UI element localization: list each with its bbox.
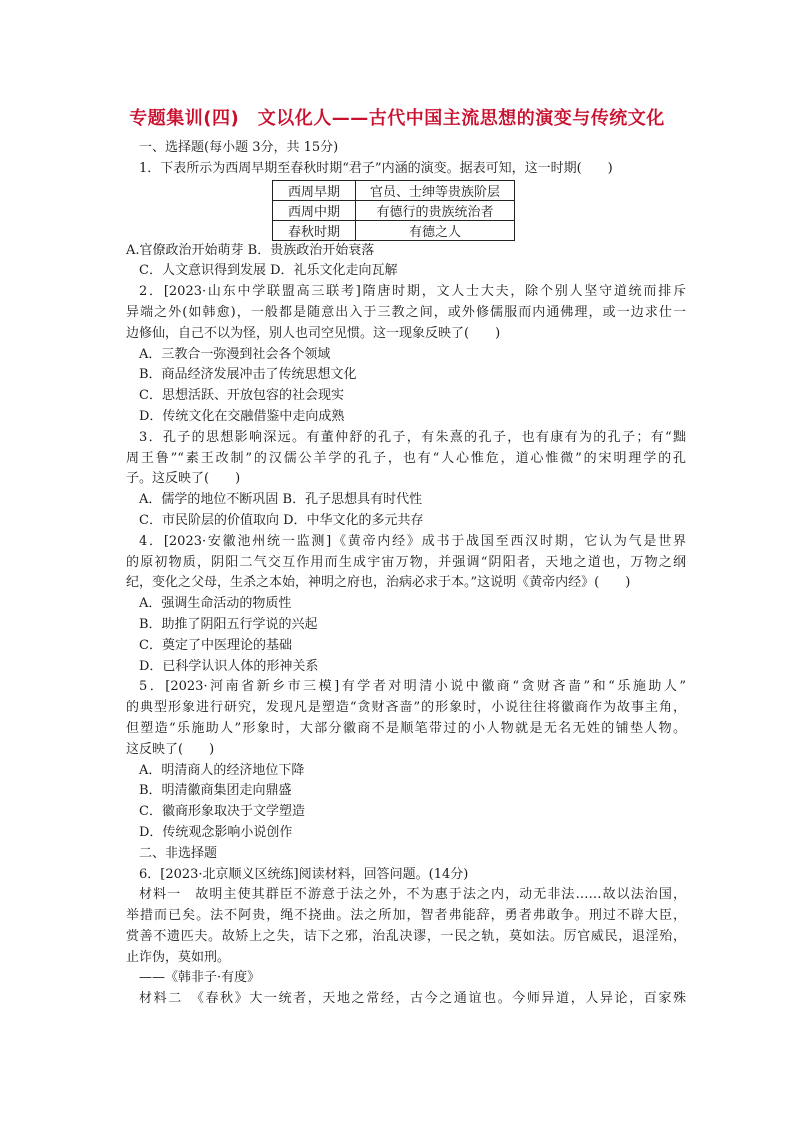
material-1-line: 举措而已矣。法不阿贵，绳不挠曲。法之所加，智者弗能辞，勇者弗敢争。刑过不辟大臣， — [126, 908, 686, 924]
question-4-line: 的原初物质，阴阳二气交互作用而生成宇宙万物，并强调“阴阳者，天地之道也，万物之纲 — [126, 554, 686, 570]
question-5-line: 5．[2023·河南省新乡市三模]有学者对明清小说中徽商“贪财吝啬”和“乐施助人” — [139, 679, 686, 695]
question-3-options-cd: C．市民阶层的价值取向 D．中华文化的多元共存 — [139, 512, 424, 528]
question-2-option: D．传统文化在交融借鉴中走向成熟 — [139, 408, 345, 424]
table-cell: 官员、士绅等贵族阶层 — [356, 180, 515, 200]
table-row — [273, 180, 515, 200]
question-4-option: B．助推了阴阳五行学说的兴起 — [139, 616, 318, 632]
question-2-line: 异端之外(如韩愈)，一般都是随意出入于三教之间，或外修儒服而内通佛理，或一边求仕一 — [126, 304, 686, 320]
material-2-line: 材料二 《春秋》大一统者，天地之常经，古今之通谊也。今师异道，人异论，百家殊 — [139, 991, 686, 1007]
question-2-option: B．商品经济发展冲击了传统思想文化 — [139, 367, 357, 383]
table-cell: 春秋时期 — [273, 220, 356, 240]
question-2-line: 边修仙，自己不以为怪，别人也司空见惯。这一现象反映了( ) — [126, 325, 501, 341]
table-row — [273, 200, 515, 220]
question-4-option: A．强调生命活动的物质性 — [139, 596, 292, 612]
question-4-line: 纪，变化之父母，生杀之本始，神明之府也，治病必求于本。”这说明《黄帝内经》( ) — [126, 575, 631, 591]
table-cell: 有德行的贵族统治者 — [356, 200, 515, 220]
question-3-options-ab: A．儒学的地位不断巩固 B．孔子思想具有时代性 — [139, 492, 423, 508]
question-3-line: 3．孔子的思想影响深远。有董仲舒的孔子，有朱熹的孔子，也有康有为的孔子；有“黜 — [139, 429, 686, 445]
material-1-line: 止诈伪，莫如刑。 — [126, 949, 231, 965]
question-3-line: 子。这反映了( ) — [126, 471, 241, 487]
page-title: 专题集训(四) 文以化人——古代中国主流思想的演变与传统文化 — [129, 108, 665, 129]
table-cell: 西周中期 — [273, 200, 356, 220]
question-4-option: D．已科学认识人体的形神关系 — [139, 658, 319, 674]
question-4-line: 4．[2023·安徽池州统一监测]《黄帝内经》成书于战国至西汉时期，它认为气是世界 — [139, 533, 686, 549]
table-cell: 西周早期 — [273, 180, 356, 200]
question-5-line: 的典型形象进行研究，发现凡是塑造“贪财吝啬”的形象时，小说往往将徽商作为故事主角， — [126, 700, 686, 716]
question-2-option: C．思想活跃、开放包容的社会现实 — [139, 388, 344, 404]
question-1-options-ab: A.官僚政治开始萌芽 B．贵族政治开始衰落 — [126, 242, 375, 258]
question-5-option: B．明清徽商集团走向鼎盛 — [139, 783, 292, 799]
question-5-option: D．传统观念影响小说创作 — [139, 824, 293, 840]
material-1-line: 材料一 故明主使其群臣不游意于法之外，不为惠于法之内，动无非法……故以法治国， — [139, 887, 686, 903]
question-3-line: 周王鲁”“素王改制”的汉儒公羊学的孔子，也有“人心惟危，道心惟微”的宋明理学的孔 — [126, 450, 686, 466]
question-4-option: C．奠定了中医理论的基础 — [139, 637, 292, 653]
question-2-option: A．三教合一弥漫到社会各个领域 — [139, 346, 331, 362]
question-2-line: 2．[2023·山东中学联盟高三联考]隋唐时期，文人士大夫，除个别人坚守道统而排斥 — [139, 284, 686, 300]
question-1-options-cd: C．人文意识得到发展 D．礼乐文化走向瓦解 — [139, 263, 398, 279]
document-body — [126, 138, 686, 1010]
question-1-table — [272, 180, 515, 241]
question-5-line: 但塑造“乐施助人”形象时，大部分徽商不是顺笔带过的小人物就是无名无姓的铺垫人物。 — [126, 720, 686, 736]
question-6-stem: 6．[2023·北京顺义区统练]阅读材料，回答问题。(14分) — [139, 866, 469, 882]
section-heading-choice: 一、选择题(每小题 3分，共 15分) — [139, 140, 339, 155]
section-heading-essay: 二、非选择题 — [139, 845, 218, 861]
table-cell: 有德之人 — [356, 220, 515, 240]
material-1-line: 赏善不遗匹夫。故矫上之失，诘下之邪，治乱决谬，一民之轨，莫如法。厉官威民，退淫殆， — [126, 928, 686, 944]
question-5-option: A．明清商人的经济地位下降 — [139, 762, 305, 778]
material-1-source: ——《韩非子·有度》 — [139, 970, 261, 986]
table-row — [273, 220, 515, 240]
question-5-line: 这反映了( ) — [126, 741, 215, 757]
question-1-stem: 1．下表所示为西周早期至春秋时期“君子”内涵的演变。据表可知，这一时期( ) — [139, 160, 613, 176]
question-5-option: C．徽商形象取决于文学塑造 — [139, 804, 305, 820]
